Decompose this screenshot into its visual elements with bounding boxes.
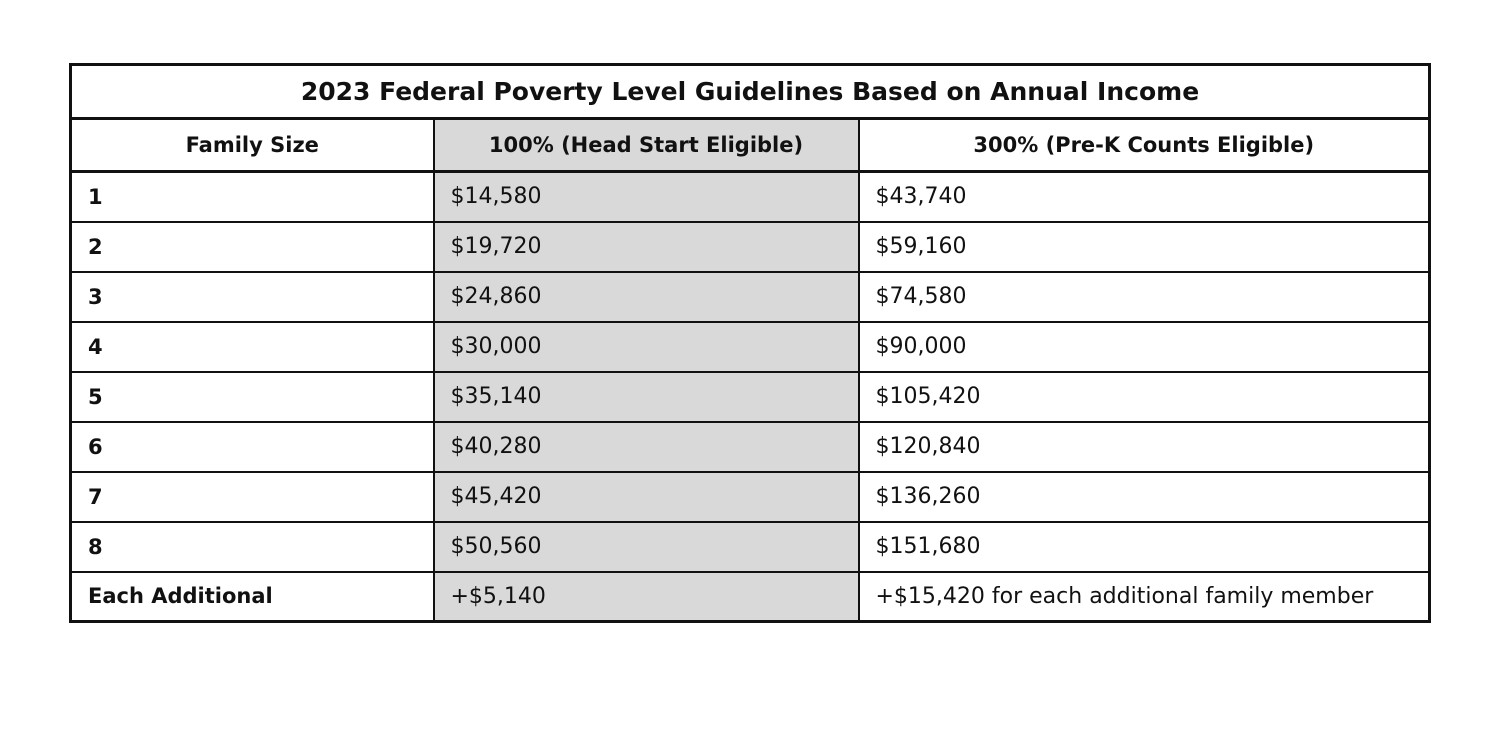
family-size-cell: 7 [71,472,434,522]
table-row [71,322,1430,372]
family-size-cell: 1 [71,172,434,222]
family-size-cell: 4 [71,322,434,372]
head-start-income-cell: $35,140 [434,372,859,422]
family-size-cell: 6 [71,422,434,472]
poverty-guidelines-table-wrapper [69,63,1428,623]
column-header-family-size: Family Size [71,119,434,172]
family-size-cell: Each Additional [71,572,434,622]
pre-k-income-cell: $120,840 [859,422,1430,472]
head-start-income-cell: $45,420 [434,472,859,522]
table-row [71,272,1430,322]
pre-k-income-cell: $59,160 [859,222,1430,272]
head-start-income-cell: $19,720 [434,222,859,272]
family-size-cell: 2 [71,222,434,272]
table-title: 2023 Federal Poverty Level Guidelines Based on Annual Income [71,65,1430,119]
pre-k-income-cell: $90,000 [859,322,1430,372]
family-size-cell: 8 [71,522,434,572]
table-row [71,372,1430,422]
pre-k-income-cell: $151,680 [859,522,1430,572]
head-start-income-cell: $50,560 [434,522,859,572]
column-header-300-percent: 300% (Pre-K Counts Eligible) [859,119,1430,172]
head-start-income-cell: $40,280 [434,422,859,472]
family-size-cell: 5 [71,372,434,422]
table-row [71,472,1430,522]
table-header-row [71,119,1430,172]
table-title-row [71,65,1430,119]
pre-k-income-cell: +$15,420 for each additional family member [859,572,1430,622]
table-row [71,522,1430,572]
head-start-income-cell: +$5,140 [434,572,859,622]
pre-k-income-cell: $43,740 [859,172,1430,222]
table-row [71,222,1430,272]
pre-k-income-cell: $74,580 [859,272,1430,322]
pre-k-income-cell: $105,420 [859,372,1430,422]
head-start-income-cell: $30,000 [434,322,859,372]
table-row [71,422,1430,472]
poverty-guidelines-table [69,63,1431,623]
table-row [71,572,1430,622]
pre-k-income-cell: $136,260 [859,472,1430,522]
table-row [71,172,1430,222]
column-header-100-percent: 100% (Head Start Eligible) [434,119,859,172]
head-start-income-cell: $14,580 [434,172,859,222]
head-start-income-cell: $24,860 [434,272,859,322]
family-size-cell: 3 [71,272,434,322]
